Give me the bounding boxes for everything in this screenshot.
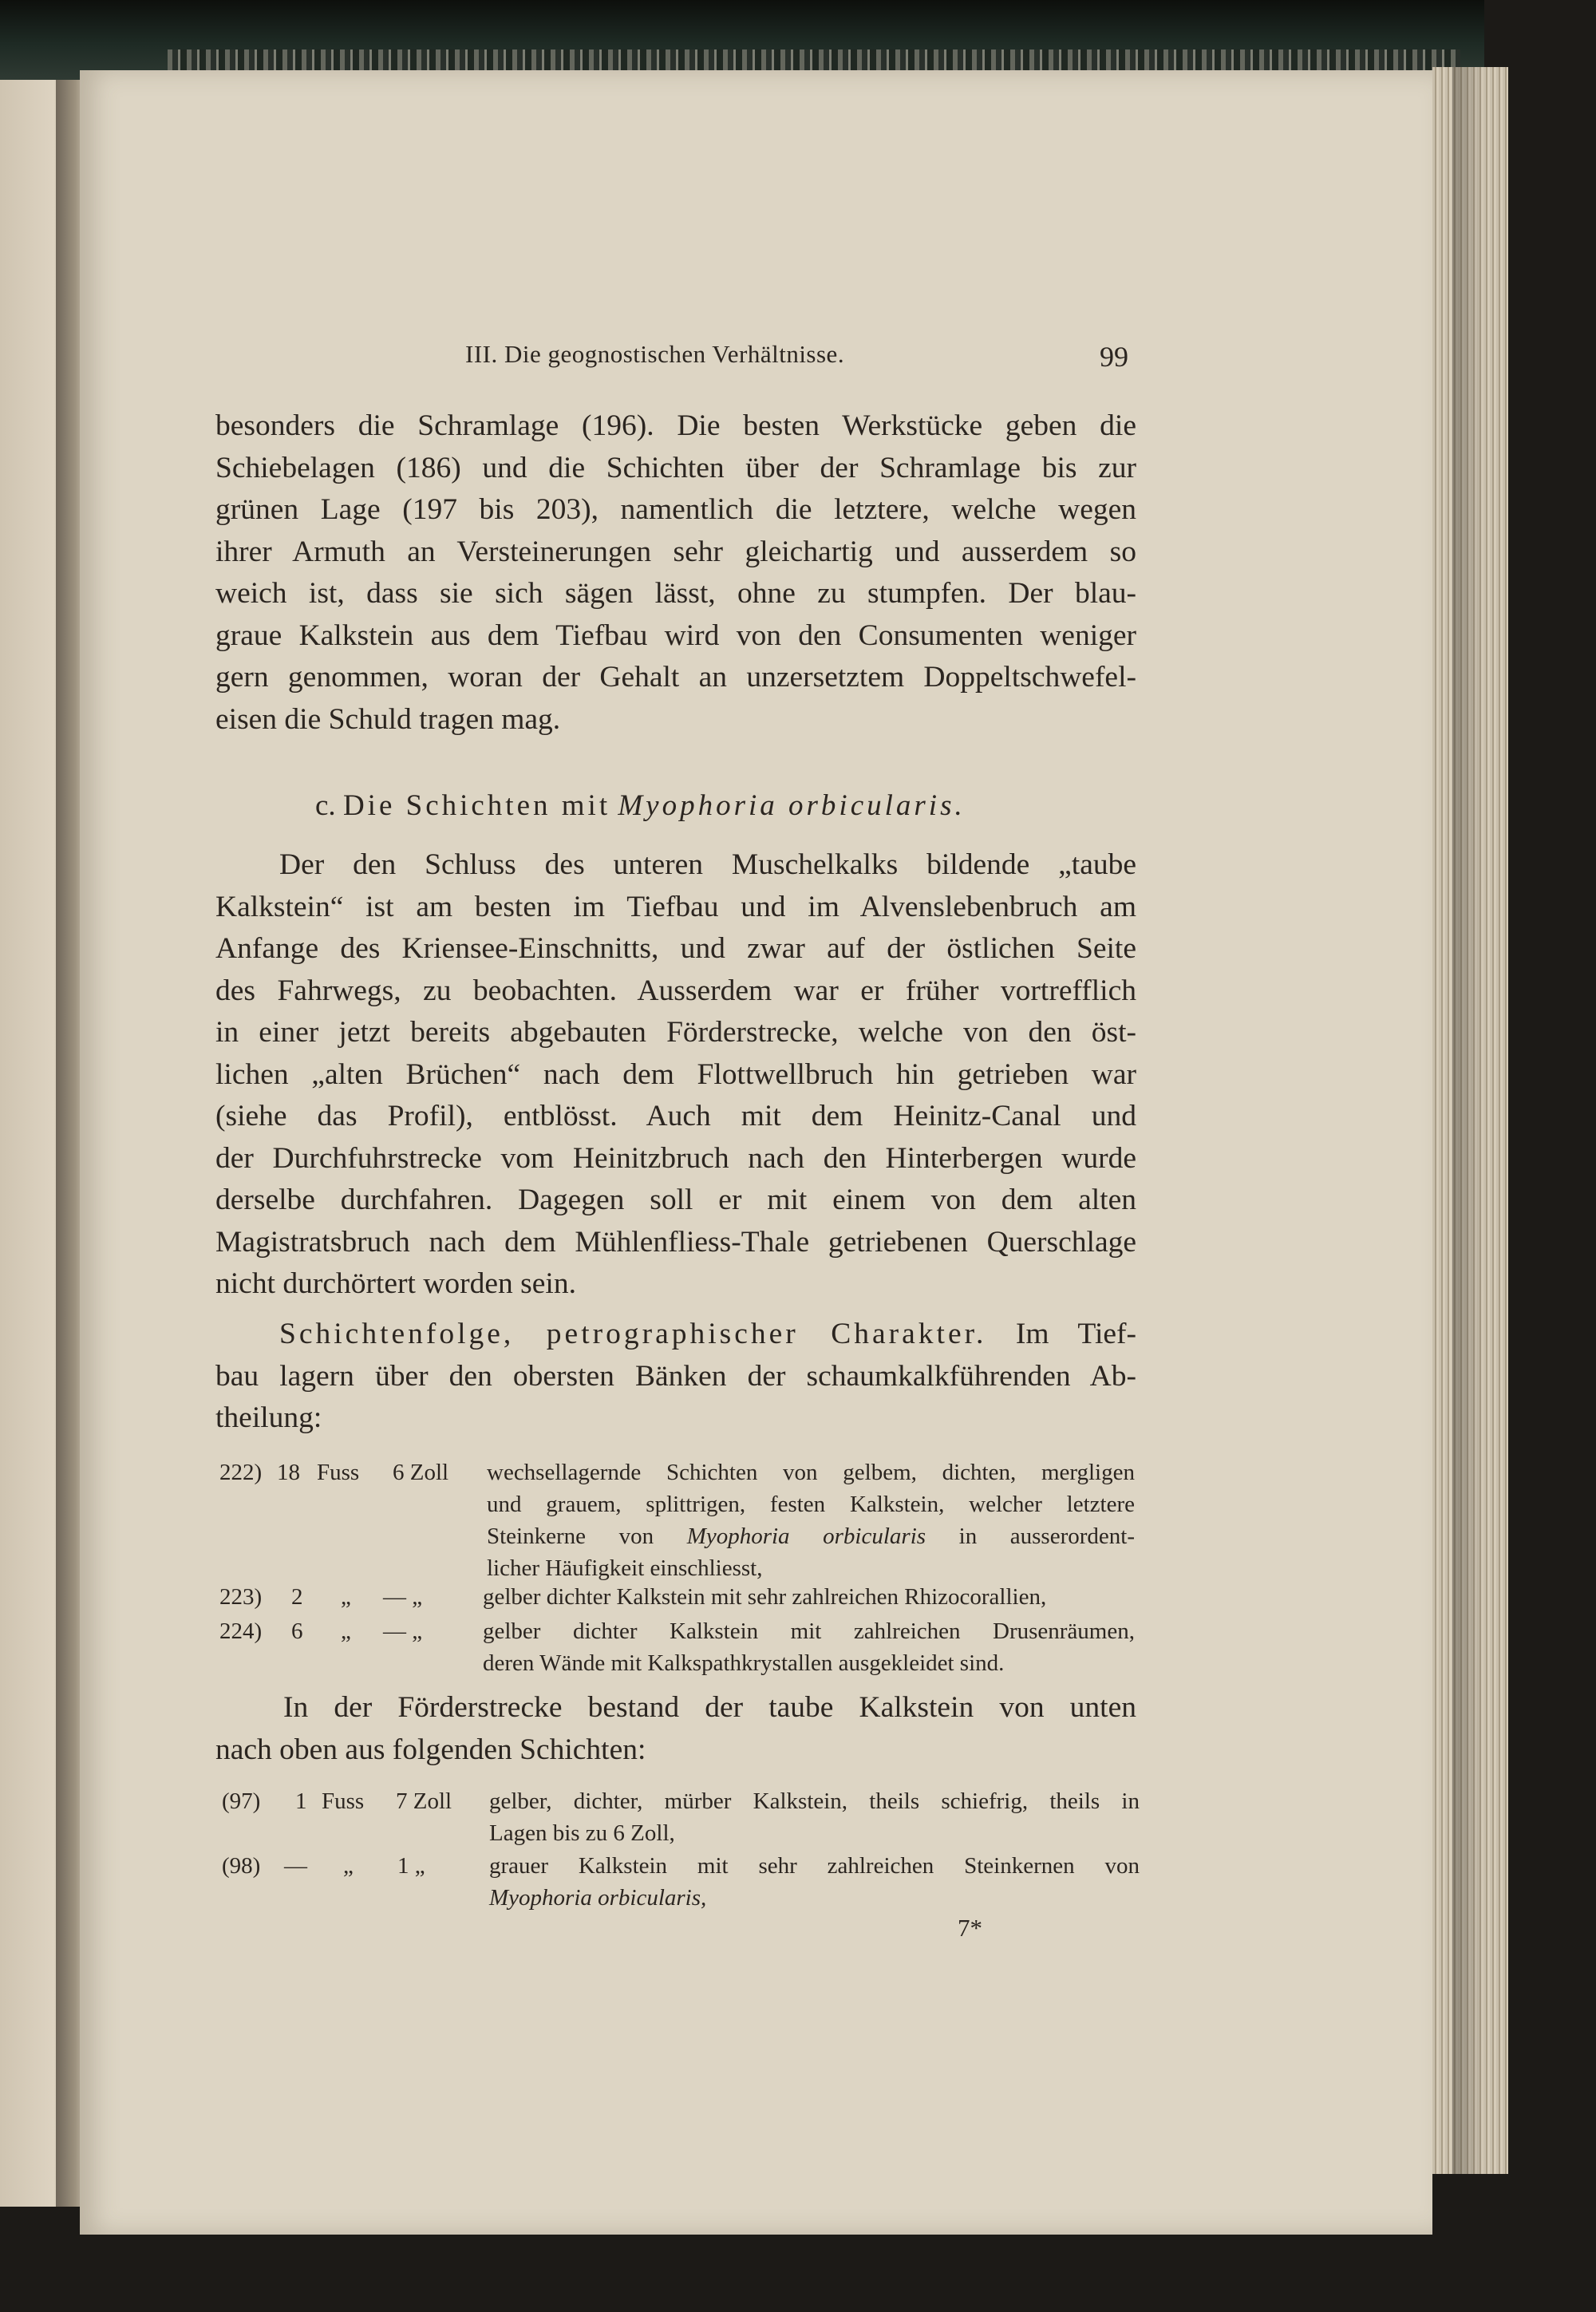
text-line: Magistratsbruch nach dem Mühlenfliess-Thale getriebenen Querschlage [215, 1225, 1136, 1259]
entry-number: (98) [222, 1853, 261, 1879]
text-line: Kalkstein“ ist am besten im Tiefbau und im Alvenslebenbruch am [215, 890, 1136, 923]
stratum-entry-98 [222, 1850, 1140, 1914]
text-line: (siehe das Profil), entblösst. Auch mit dem Heinitz-Canal und [215, 1100, 1136, 1132]
entry-description [487, 1456, 1135, 1584]
text-line: nicht durchörtert worden sein. [215, 1267, 576, 1300]
stratum-entry-222 [219, 1456, 1137, 1581]
paragraph-1 [215, 405, 1136, 741]
entry-description [483, 1615, 1135, 1679]
entry-quantity: 1 [295, 1788, 307, 1814]
text-line: bau lagern über den obersten Bänken der schaumkalkführenden Ab- [215, 1359, 1136, 1393]
text-line: deren Wände mit Kalkspathkrystallen ausgekleidet sind. [483, 1650, 1005, 1676]
paragraph-2 [215, 844, 1136, 1306]
entry-number: 223) [219, 1584, 263, 1610]
text-line: ihrer Armuth an Versteinerungen sehr gleichartig und ausserdem so [215, 535, 1136, 568]
text-line: licher Häufigkeit einschliesst, [487, 1555, 763, 1581]
stratum-entry-223 [219, 1581, 1137, 1613]
section-prefix: c. [315, 789, 336, 822]
entry-inches: 6 Zoll [393, 1460, 449, 1485]
species-name: Myophoria orbicularis [686, 1524, 926, 1549]
spaced-heading: Schichtenfolge, petrographischer Charakter. [279, 1318, 987, 1350]
signature-mark: 7* [958, 1914, 982, 1942]
text-line: in einer jetzt bereits abgebauten Förderstrecke, welche von den öst- [215, 1016, 1136, 1049]
text-line: Steinkerne von Myophoria orbicularis in ausserordent- [487, 1524, 1135, 1549]
text-line: wechsellagernde Schichten von gelbem, dichten, mergligen [487, 1460, 1135, 1485]
text-line: grünen Lage (197 bis 203), namentlich die letztere, welche wegen [215, 493, 1136, 526]
entry-unit: Fuss [322, 1788, 365, 1814]
text-line [215, 1314, 1136, 1356]
entry-quantity: 2 [291, 1584, 303, 1610]
species-name: Myophoria orbicularis. [618, 789, 966, 822]
text-line: besonders die Schramlage (196). Die besten Werkstücke geben die [215, 409, 1136, 442]
text-line: grauer Kalkstein mit sehr zahlreichen Steinkernen von [489, 1853, 1140, 1879]
page-number: 99 [1100, 341, 1128, 373]
entry-inches: — „ [383, 1584, 423, 1610]
species-name: Myophoria orbicularis, [489, 1885, 707, 1911]
text-line: weich ist, dass sie sich sägen lässt, ohne zu stumpfen. Der blau- [215, 577, 1136, 610]
text-line [489, 1882, 1140, 1914]
stratum-entry-224 [219, 1615, 1137, 1679]
text-line: Der den Schluss des unteren Muschelkalks bildende „taube [279, 848, 1136, 881]
text-line: gern genommen, woran der Gehalt an unzersetztem Doppeltschwefel- [215, 661, 1136, 694]
entry-inches: 1 „ [397, 1853, 425, 1879]
section-title: Die Schichten mit [342, 789, 611, 822]
entry-description [489, 1850, 1140, 1914]
entry-unit: „ [341, 1584, 351, 1610]
section-heading [315, 788, 966, 823]
entry-quantity: 18 [277, 1460, 300, 1485]
text-line: eisen die Schuld tragen mag. [215, 702, 561, 736]
entry-unit: Fuss [317, 1460, 360, 1485]
entry-number: 222) [219, 1460, 263, 1485]
paragraph-4 [215, 1687, 1136, 1771]
entry-quantity: 6 [291, 1618, 303, 1644]
text-line: lichen „alten Brüchen“ nach dem Flottwellbruch hin getrieben war [215, 1057, 1136, 1091]
entry-number: 224) [219, 1618, 263, 1644]
text-line: theilung: [215, 1401, 322, 1434]
text-line: nach oben aus folgenden Schichten: [215, 1733, 646, 1766]
text-line: Lagen bis zu 6 Zoll, [489, 1820, 675, 1846]
entry-description [489, 1785, 1140, 1849]
entry-inches: — „ [383, 1618, 423, 1644]
text-line: gelber dichter Kalkstein mit zahlreichen Drusenräumen, [483, 1618, 1135, 1644]
text-line: In der Förderstrecke bestand der taube Kalkstein von unten [283, 1691, 1136, 1724]
text-line: Anfange des Kriensee-Einschnitts, und zwar auf der östlichen Seite [215, 932, 1136, 965]
text-line: derselbe durchfahren. Dagegen soll er mit einem von dem alten [215, 1184, 1136, 1216]
entry-number: (97) [222, 1788, 261, 1814]
stratum-entry-97 [222, 1785, 1140, 1849]
entry-inches: 7 Zoll [396, 1788, 452, 1814]
text-line: gelber, dichter, mürber Kalkstein, theils schiefrig, theils in [489, 1788, 1140, 1814]
page-edges-shadow [1452, 67, 1484, 2174]
paragraph-3 [215, 1314, 1136, 1440]
text-line: Schiebelagen (186) und die Schichten über der Schramlage bis zur [215, 451, 1136, 484]
text-line: und grauem, splittrigen, festen Kalkstein, welcher letztere [487, 1492, 1135, 1517]
entry-quantity: — [284, 1853, 307, 1879]
entry-unit: „ [341, 1618, 351, 1644]
text-line: der Durchfuhrstrecke vom Heinitzbruch nach den Hinterbergen wurde [215, 1141, 1136, 1175]
text-line: gelber dichter Kalkstein mit sehr zahlreichen Rhizocorallien, [483, 1584, 1047, 1610]
text-line: graue Kalkstein aus dem Tiefbau wird von den Consumenten weniger [215, 619, 1136, 652]
entry-description [483, 1581, 1135, 1613]
text-fragment: Im Tief- [1015, 1318, 1137, 1350]
text-line: des Fahrwegs, zu beobachten. Ausserdem war er früher vortrefflich [215, 974, 1136, 1007]
running-header: III. Die geognostischen Verhältnisse. [465, 340, 845, 368]
entry-unit: „ [343, 1853, 354, 1879]
